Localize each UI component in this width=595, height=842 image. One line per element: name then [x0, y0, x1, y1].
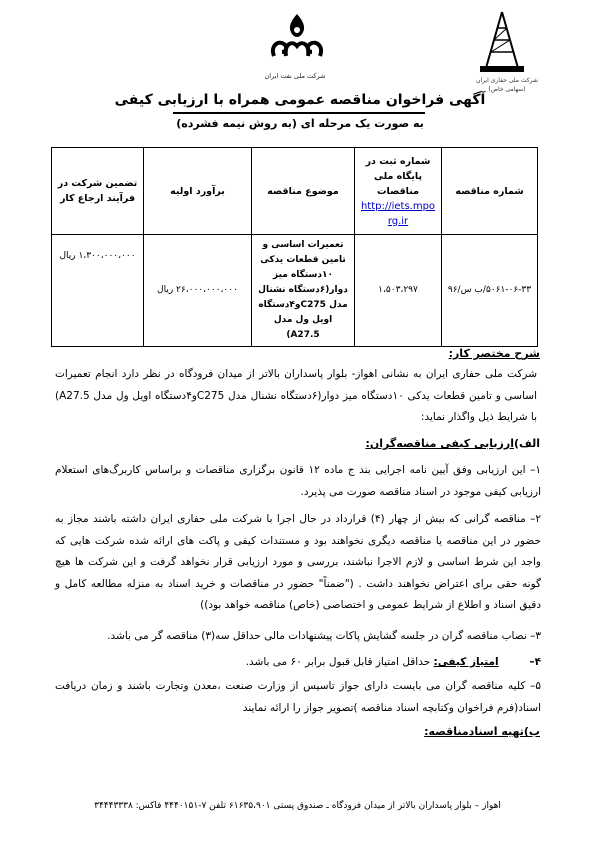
item-4-number: ۴– — [529, 656, 541, 668]
section-b-heading: ب)تهیه اسنادمناقصه: — [424, 725, 540, 738]
summary-text: شرکت ملی حفاری ایران به نشانی اهواز- بلوار پاسداران بالاتر از میدان فرودگاه در نظر دارد انجام تعمیرات اساسی و تامین قطعات یدکی ۱۰دستگاه میز دوار(۶دستگاه نشنال مدل C275و۴دستگاه اویل ول مدل A27.5) با شرایط ذیل واگذار نماید: — [55, 368, 537, 423]
tender-table — [51, 147, 538, 347]
section-a-item-1: ۱– این ارزیابی وفق آیین نامه اجرایی بند ج ماده ۱۲ قانون برگزاری مناقصات و براساس کاربرگ‌های استعلام ارزیابی کیفی موجود در اسناد مناقصه صورت می پذیرد. — [55, 464, 542, 498]
page-subtitle: به صورت یک مرحله ای (به روش نیمه فشرده) — [176, 117, 424, 130]
cell-estimate: ۲۶،۰۰۰،۰۰۰،۰۰۰ ریال — [144, 235, 252, 347]
cell-registration: ۱،۵۰۳،۲۹۷ — [355, 235, 442, 347]
section-a-item-3: ۳– نصاب مناقصه گران در جلسه گشایش پاکات پیشنهادات مالی حداقل سه(۳) مناقصه گر می باشد. — [107, 630, 541, 642]
cell-tender-no: ۵۰۶۱-۰۶-۳۳/ب س/۹۶ — [442, 235, 538, 347]
section-a-item-5: ۵– کلیه مناقصه گران می بایست دارای جواز تاسیس از وزارت صنعت ،معدن وتجارت باشند و زمان دریافت اسناد(فرم فراخوان وکتابچه اسناد مناقصه )تصویر جواز را ارائه نمایند — [55, 680, 541, 714]
nioc-logo-icon — [268, 12, 326, 60]
item-4-text: حداقل امتیاز قابل قبول برابر ۶۰ می باشد. — [245, 656, 434, 668]
cell-guarantee: ۱،۳۰۰،۰۰۰،۰۰۰ ریال — [52, 235, 144, 347]
table-row — [52, 235, 538, 347]
section-a-item-2: ۲– مناقصه گرانی که بیش از چهار (۴) قرارداد در حال اجرا با شرکت ملی حفاری ایران داشته باشند مجاز به حضور در این مناقصه یا مناقصه دیگری نخواهند بود و مستندات کیفی و پاکت های ارائه شده شرکت هایی که واجد این شرط اساسی و لازم الاجرا نباشند، بررسی و مورد ارزیابی قرار نخواهد گرفت و این شرکت ها هیچ گونه حقی برای اعتراض نخواهند داشت . ("ضمناً" حضور در مناقصات و خرید اسناد به منزله مطالعه کامل و دقیق اسناد و اطلاع از شرایط عمومی و اختصاصی (خاص) مناقصه خواهد بود)) — [55, 513, 541, 611]
drilling-rig-logo-icon — [476, 10, 528, 74]
header-registration: شماره ثبت در پایگاه ملی مناقصات http://iets.mporg.ir — [355, 148, 442, 235]
summary-heading: شرح مختصر کار: — [448, 347, 540, 360]
item-4-label: امتیاز کیفی: — [433, 656, 499, 668]
title-underline — [173, 112, 425, 114]
cell-subject: تعمیرات اساسی و تامین قطعات یدکی ۱۰دستگاه میز دوار(۶دستگاه نشنال مدل C275و۴دستگاه اویل ول مدل A27.5) — [252, 235, 355, 347]
header-guarantee: تضمین شرکت در فرآیند ارجاع کار — [52, 148, 144, 235]
header-subject: موضوع مناقصه — [252, 148, 355, 235]
org-center-name: شرکت ملی نفت ایران — [264, 72, 326, 80]
section-a-heading — [260, 437, 540, 450]
section-a-item-4 — [55, 652, 551, 674]
header-tender-no: شماره مناقصه — [442, 148, 538, 235]
page-title: آگهی فراخوان مناقصه عمومی همراه با ارزیابی کیفی — [114, 92, 486, 108]
section-a-label: الف) — [513, 437, 540, 450]
footer-address: اهواز – بلوار پاسداران بالاتر از میدان فرودگاه ـ صندوق پستی ۶۱۶۳۵،۹۰۱ تلفن ۷-۴۴۴۰۱۵۱ فاکس: ۳۴۴۴۳۳۳۸ — [94, 801, 501, 811]
registration-link[interactable]: http://iets.mporg.ir — [360, 200, 436, 227]
org-left-name: شرکت ملی حفاری ایران (سهامی خاص) — [476, 77, 538, 93]
section-a-title: ارزیابی کیفی مناقصه‌گران: — [365, 437, 514, 450]
header-estimate: برآورد اولیه — [144, 148, 252, 235]
table-header-row — [52, 148, 538, 235]
